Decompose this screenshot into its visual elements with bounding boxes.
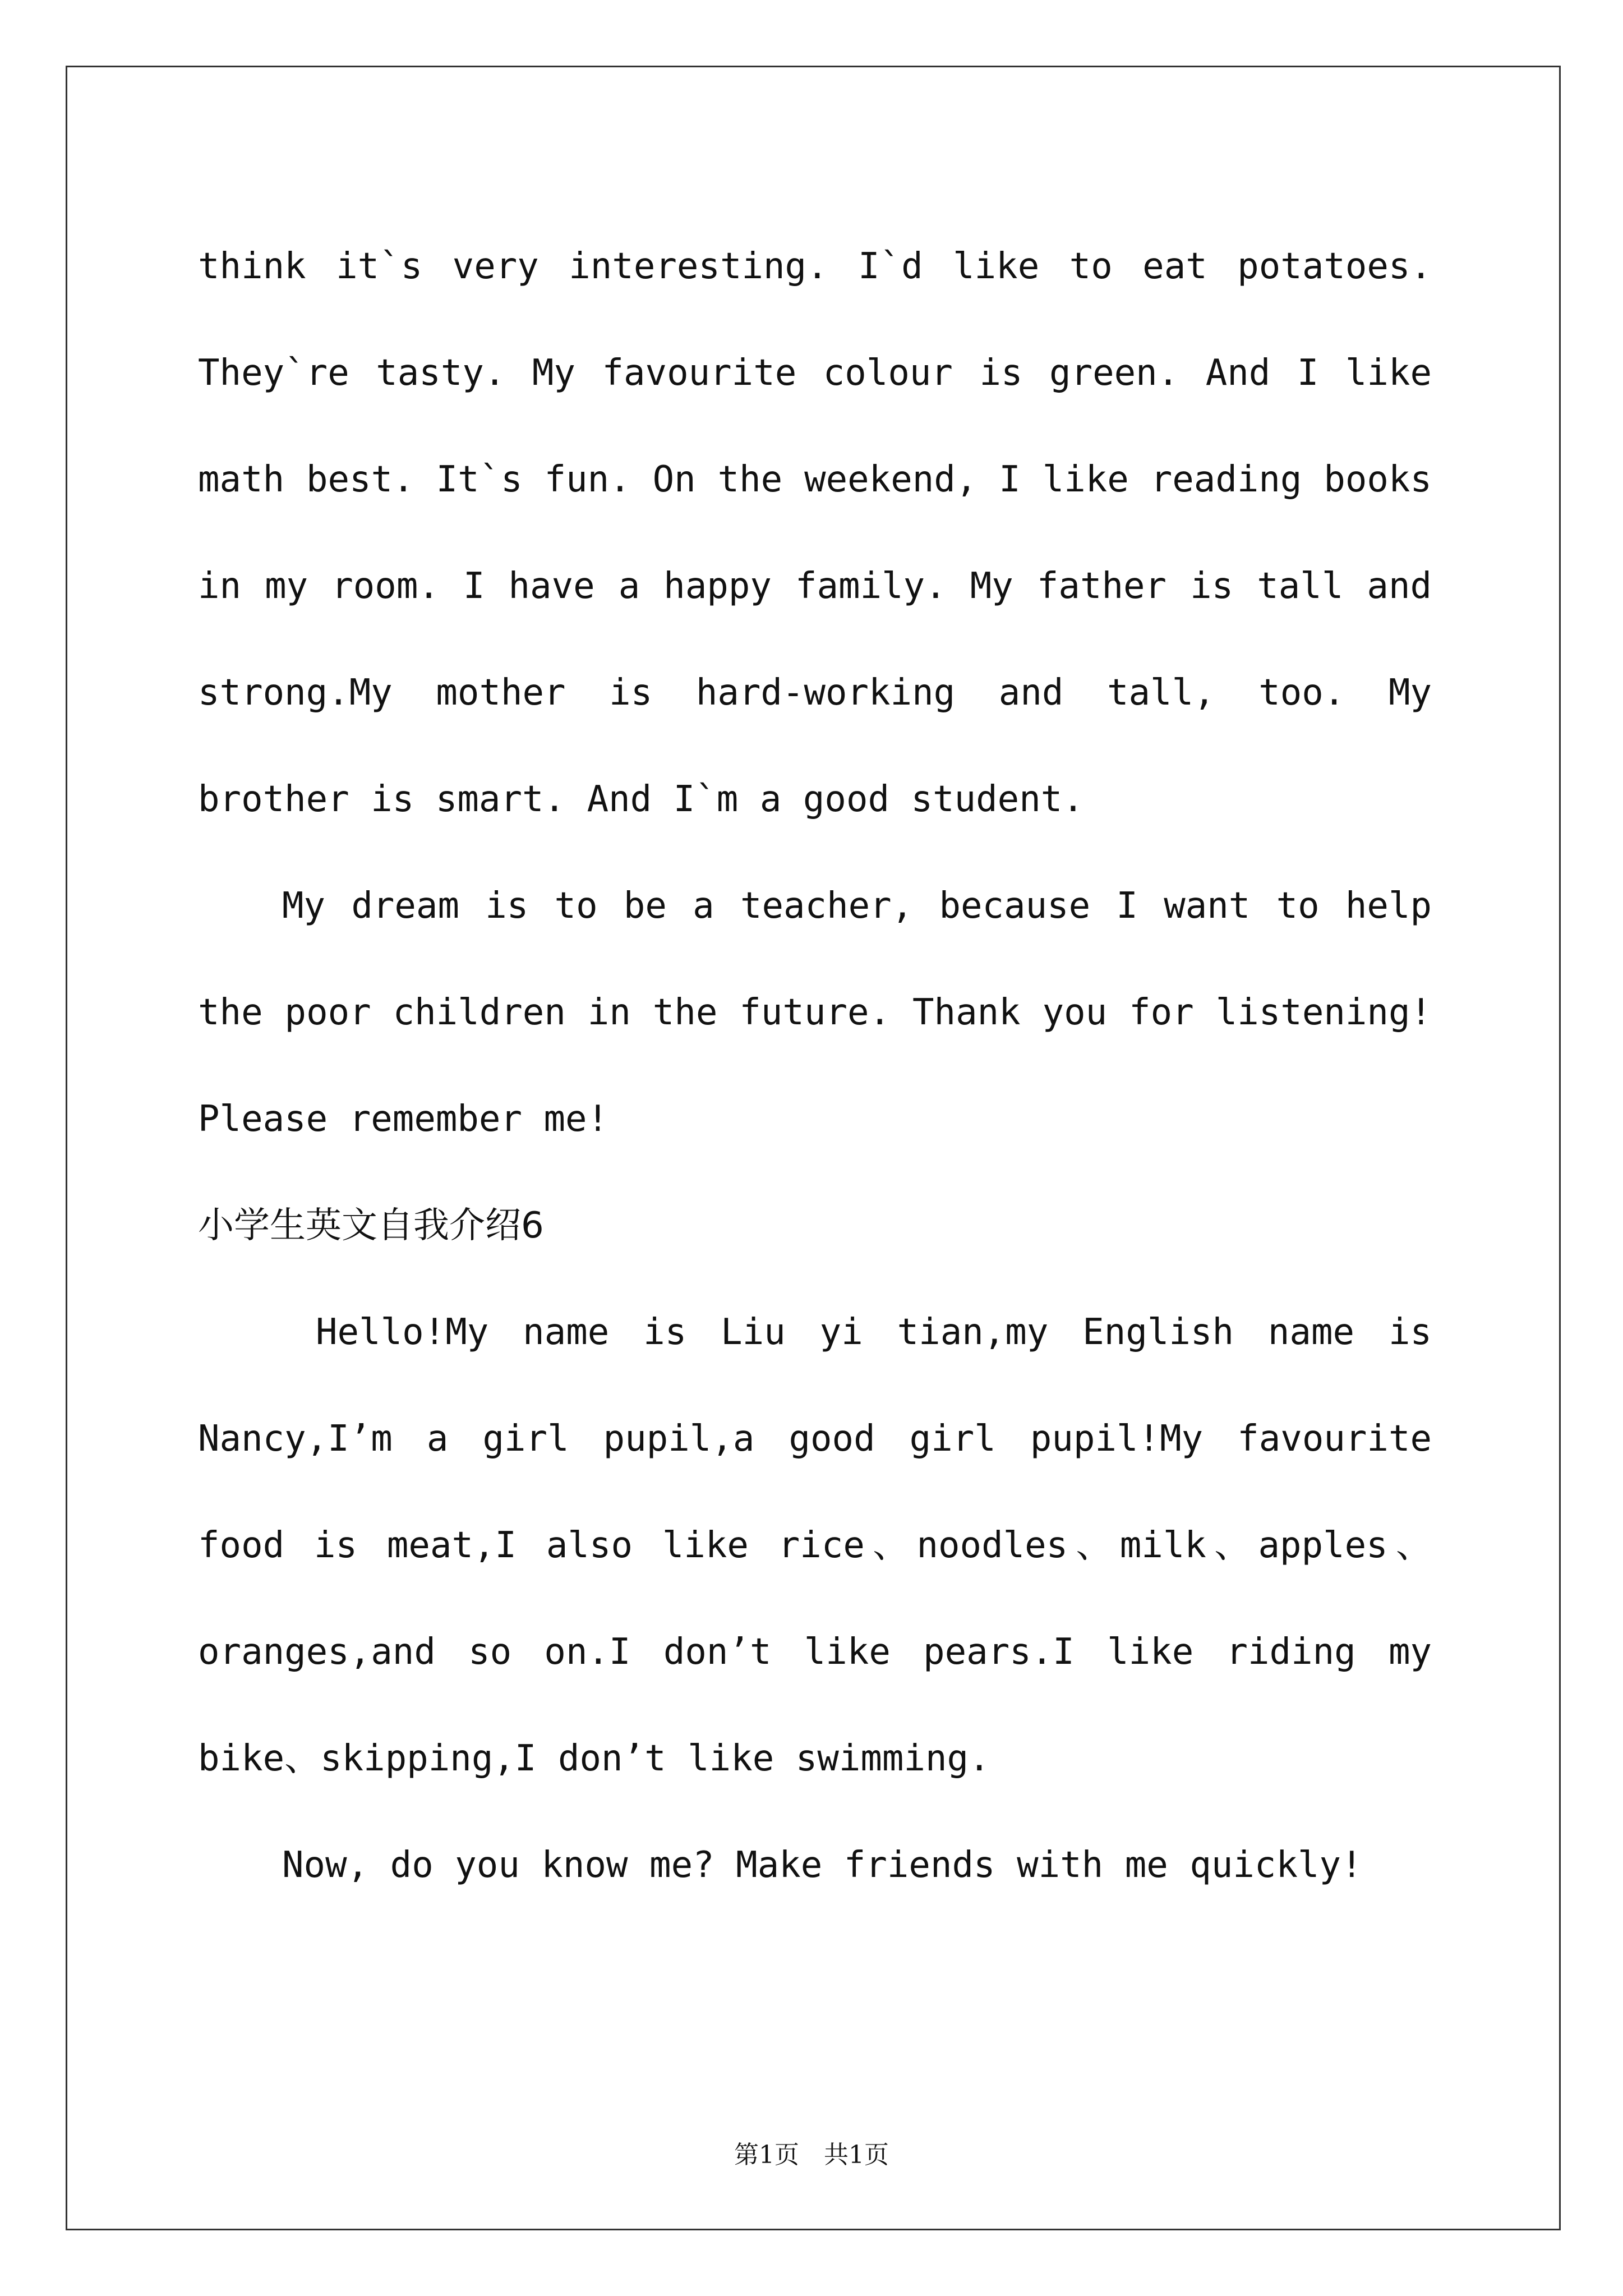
section-heading: 小学生英文自我介绍6 bbox=[198, 1205, 544, 1246]
paragraph-intro-continued: think it`s very interesting. I`d like to eat potatoes. They`re tasty. My favourite colour is green. And I like math best. It`s fun. On the weekend, I like reading books in my room. I have a happy family. My father is tall and strong.My mother is hard-working and tall, too. My brother is smart. And I`m a good student. bbox=[198, 246, 1432, 820]
page-footer bbox=[0, 2134, 1623, 2170]
document-body bbox=[198, 213, 1432, 1918]
paragraph-dream: My dream is to be a teacher, because I want to help the poor children in the future. Thank you for listening! Please remember me! bbox=[198, 885, 1432, 1140]
page-number-label: 第1页 共1页 bbox=[734, 2141, 889, 2169]
paragraph-closing: Now, do you know me? Make friends with me quickly! bbox=[282, 1844, 1363, 1886]
paragraph-hello: Hello!My name is Liu yi tian,my English name is Nancy,I’m a girl pupil,a good girl pupil!My favourite food is meat,I also like rice、noodles、milk、apples、oranges,and so on.I don’t like pears.I like riding my bike、skipping,I don’t like swimming. bbox=[198, 1312, 1432, 1779]
